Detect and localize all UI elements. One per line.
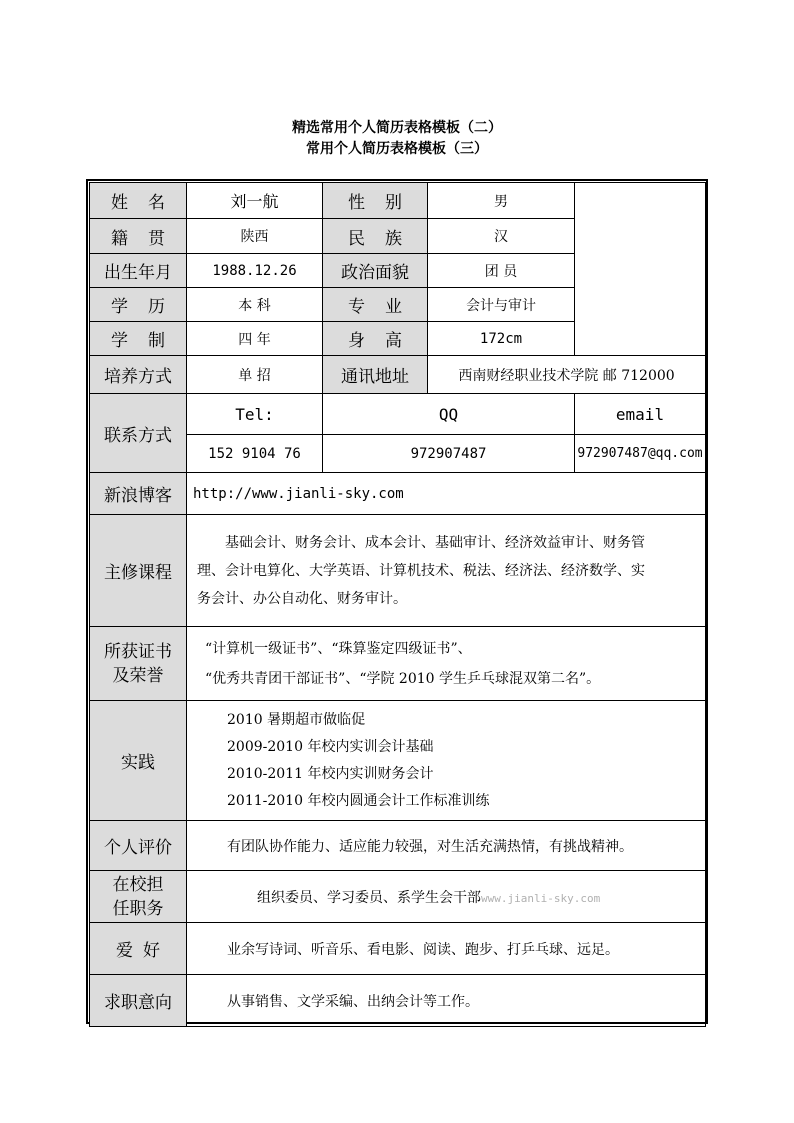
table-row	[90, 923, 706, 975]
table-row	[90, 473, 706, 515]
practice-item: 2009-2010 年校内实训会计基础	[227, 738, 434, 755]
certificates-text	[187, 627, 706, 701]
courses-line: 理、会计电算化、大学英语、计算机技术、税法、经济法、经济数学、实	[197, 562, 645, 579]
certificates-line: “优秀共青团干部证书”、“学院 2010 学生乒乓球混双第二名”。	[205, 670, 601, 687]
label-birth-date: 出生年月	[90, 254, 187, 288]
courses-line: 基础会计、财务会计、成本会计、基础审计、经济效益审计、财务管	[225, 534, 645, 551]
value-name: 刘一航	[187, 183, 323, 219]
label-blog: 新浪博客	[90, 473, 187, 515]
label-campus-roles-line: 在校担	[112, 874, 164, 895]
contact-qq: 972907487	[323, 435, 575, 473]
evaluation-text: 有团队协作能力、适应能力较强，对生活充满热情，有挑战精神。	[187, 821, 706, 871]
label-address: 通讯地址	[323, 356, 428, 394]
resume-table	[89, 182, 706, 1027]
label-major: 专业	[323, 288, 428, 322]
table-row	[90, 627, 706, 701]
contact-header-email: email	[575, 394, 706, 435]
job-intention-text: 从事销售、文学采编、出纳会计等工作。	[187, 975, 706, 1027]
table-row	[90, 356, 706, 394]
label-education: 学历	[90, 288, 187, 322]
contact-header-qq: QQ	[323, 394, 575, 435]
label-evaluation: 个人评价	[90, 821, 187, 871]
label-campus-roles-line: 任职务	[112, 898, 164, 919]
label-campus-roles	[90, 871, 187, 923]
practice-list	[187, 701, 706, 821]
campus-roles-cell	[187, 871, 706, 923]
contact-email: 972907487@qq.com	[575, 435, 706, 473]
label-height: 身高	[323, 322, 428, 356]
practice-item: 2010 暑期超市做临促	[227, 711, 366, 728]
label-job-intention: 求职意向	[90, 975, 187, 1027]
label-practice: 实践	[90, 701, 187, 821]
watermark-text: www.jianli-sky.com	[481, 891, 601, 905]
label-native-place: 籍贯	[90, 219, 187, 254]
table-row	[90, 821, 706, 871]
table-row	[90, 394, 706, 435]
value-political-status: 团 员	[428, 254, 575, 288]
practice-item: 2010-2011 年校内实训财务会计	[227, 765, 434, 782]
hobbies-text: 业余写诗词、听音乐、看电影、阅读、跑步、打乒乓球、远足。	[187, 923, 706, 975]
courses-line: 务会计、办公自动化、财务审计。	[197, 590, 407, 607]
label-duration: 学制	[90, 322, 187, 356]
label-ethnicity: 民族	[323, 219, 428, 254]
resume-title-line2: 常用个人简历表格模板（三）	[306, 141, 488, 157]
table-row	[90, 515, 706, 627]
table-row	[90, 975, 706, 1027]
value-major: 会计与审计	[428, 288, 575, 322]
value-education: 本 科	[187, 288, 323, 322]
practice-item: 2011-2010 年校内圆通会计工作标准训练	[227, 792, 490, 809]
photo-cell	[575, 183, 706, 356]
label-training-mode: 培养方式	[90, 356, 187, 394]
table-row	[90, 701, 706, 821]
value-native-place: 陕西	[187, 219, 323, 254]
blog-link[interactable]: http://www.jianli-sky.com	[187, 473, 706, 515]
contact-tel: 152 9104 76	[187, 435, 323, 473]
label-hobbies: 爱好	[90, 923, 187, 975]
value-duration: 四 年	[187, 322, 323, 356]
label-certificates	[90, 627, 187, 701]
label-certificates-line: 及荣誉	[112, 665, 164, 686]
label-contact: 联系方式	[90, 394, 187, 473]
value-birth-date: 1988.12.26	[187, 254, 323, 288]
value-height: 172cm	[428, 322, 575, 356]
value-address: 西南财经职业技术学院 邮 712000	[428, 356, 706, 394]
label-political-status: 政治面貌	[323, 254, 428, 288]
label-gender: 性别	[323, 183, 428, 219]
label-name: 姓名	[90, 183, 187, 219]
campus-roles-text: 组织委员、学习委员、系学生会干部	[257, 889, 481, 906]
resume-title-line1: 精选常用个人简历表格模板（二）	[292, 120, 502, 136]
value-ethnicity: 汉	[428, 219, 575, 254]
certificates-line: “计算机一级证书”、“珠算鉴定四级证书”、	[205, 640, 472, 657]
table-row	[90, 871, 706, 923]
value-gender: 男	[428, 183, 575, 219]
contact-header-tel: Tel:	[187, 394, 323, 435]
value-training-mode: 单 招	[187, 356, 323, 394]
courses-text	[187, 515, 706, 627]
table-row	[90, 183, 706, 219]
label-courses: 主修课程	[90, 515, 187, 627]
label-certificates-line: 所获证书	[104, 641, 172, 662]
